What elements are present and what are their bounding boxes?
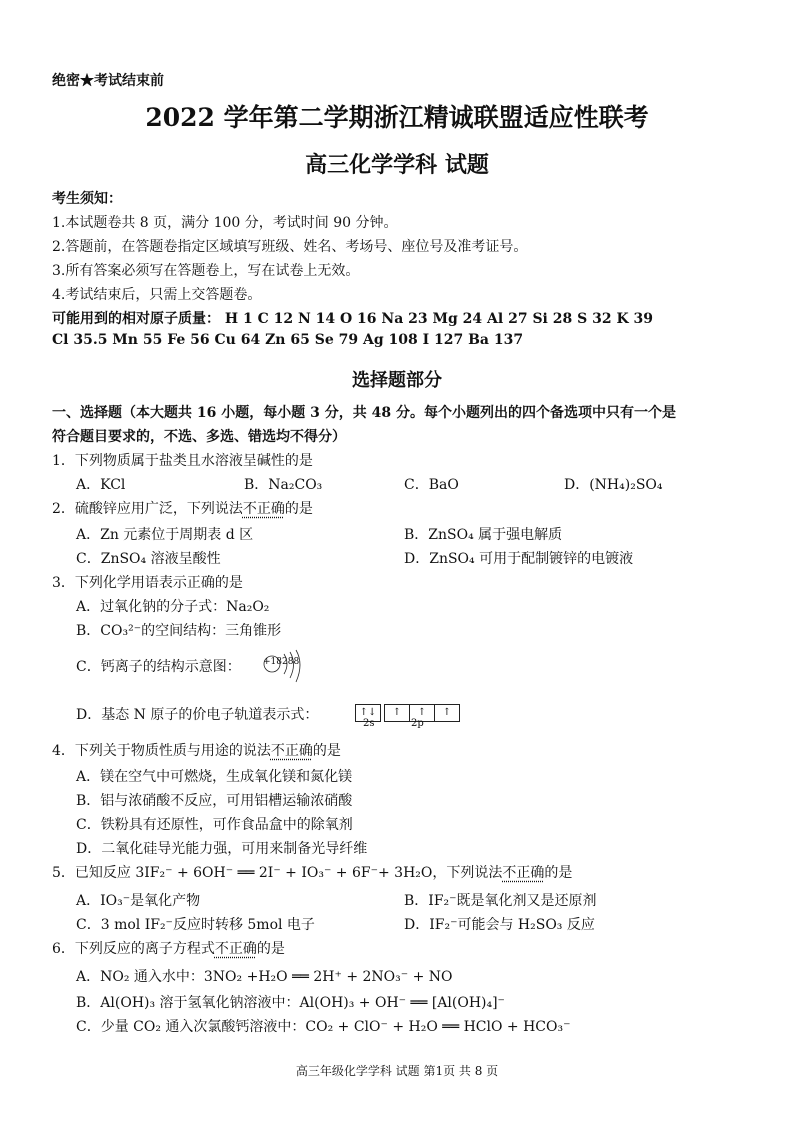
q3-option-d: D．基态 N 原子的价电子轨道表示式： bbox=[76, 707, 319, 723]
calcium-ion-diagram bbox=[262, 648, 312, 692]
q5-stem-emphasis: 不正确 bbox=[502, 865, 545, 881]
q1-option-a: A．KCl bbox=[76, 477, 126, 493]
q6-stem-post: 的是 bbox=[256, 941, 285, 957]
notice-item: 1.本试题卷共 8 页，满分 100 分，考试时间 90 分钟。 bbox=[52, 215, 398, 231]
q4-option-d: D．二氧化硅导光能力强，可用来制备光导纤维 bbox=[76, 841, 368, 857]
orbital-box: ↑ bbox=[409, 704, 435, 722]
q5-option-a: A．IO₃⁻是氧化产物 bbox=[76, 893, 201, 909]
q3-option-b: B．CO₃²⁻的空间结构：三角锥形 bbox=[76, 623, 282, 639]
q4-stem-pre: 4．下列关于物质性质与用途的说法 bbox=[52, 743, 271, 759]
atomic-mass-line-2: Cl 35.5 Mn 55 Fe 56 Cu 64 Zn 65 Se 79 Ag 108 I 127 Ba 137 bbox=[52, 332, 524, 348]
part-intro-line-1: 一、选择题（本大题共 16 小题，每小题 3 分，共 48 分。每个小题列出的四个备选项中只有一个是 bbox=[52, 405, 676, 421]
exam-title: 2022 学年第二学期浙江精诚联盟适应性联考 bbox=[145, 103, 649, 132]
notice-item: 3.所有答案必须写在答题卷上，写在试卷上无效。 bbox=[52, 263, 360, 279]
q4-option-a: A．镁在空气中可燃烧，生成氧化镁和氮化镁 bbox=[76, 769, 353, 785]
q1-stem: 1．下列物质属于盐类且水溶液呈碱性的是 bbox=[52, 453, 313, 469]
q2-stem-emphasis: 不正确 bbox=[242, 501, 285, 517]
q2-option-b: B．ZnSO₄ 属于强电解质 bbox=[404, 527, 563, 543]
section-title: 选择题部分 bbox=[352, 370, 442, 391]
page-footer: 高三年级化学学科 试题 第1页 共 8 页 bbox=[295, 1064, 499, 1078]
confidential-label: 绝密★考试结束前 bbox=[52, 73, 164, 89]
notice-item: 2.答题前，在答题卷指定区域填写班级、姓名、考场号、座位号及准考证号。 bbox=[52, 239, 528, 255]
q5-option-b: B．IF₂⁻既是氧化剂又是还原剂 bbox=[404, 893, 597, 909]
q2-stem-pre: 2．硫酸锌应用广泛，下列说法 bbox=[52, 501, 243, 517]
q1-option-c: C．BaO bbox=[404, 477, 459, 493]
notice-heading: 考生须知： bbox=[52, 191, 122, 207]
q4-stem bbox=[52, 740, 341, 760]
calcium-ion-diagram-label: +18288 bbox=[263, 657, 300, 667]
q3-option-a: A．过氧化钠的分子式：Na₂O₂ bbox=[76, 599, 270, 615]
q6-option-b: B．Al(OH)₃ 溶于氢氧化钠溶液中：Al(OH)₃ + OH⁻ ══ [Al(OH)₄]⁻ bbox=[76, 995, 505, 1011]
q1-option-d: D．(NH₄)₂SO₄ bbox=[564, 477, 663, 493]
q6-stem-pre: 6．下列反应的离子方程式 bbox=[52, 941, 215, 957]
q1-option-b: B．Na₂CO₃ bbox=[244, 477, 323, 493]
q5-stem-pre: 5．已知反应 3IF₂⁻ + 6OH⁻ ══ 2I⁻ + IO₃⁻ + 6F⁻+ 3H₂O，下列说法 bbox=[52, 865, 503, 881]
q6-stem bbox=[52, 938, 285, 958]
q5-option-d: D．IF₂⁻可能会与 H₂SO₃ 反应 bbox=[404, 917, 595, 933]
orbital-box: ↑ bbox=[434, 704, 460, 722]
q4-stem-post: 的是 bbox=[312, 743, 341, 759]
orbital-label-2p: 2p bbox=[411, 718, 424, 729]
q3-option-c: C．钙离子的结构示意图： bbox=[76, 659, 241, 675]
q5-stem-post: 的是 bbox=[544, 865, 573, 881]
orbital-diagram bbox=[355, 700, 459, 729]
q2-option-d: D．ZnSO₄ 可用于配制镀锌的电镀液 bbox=[404, 551, 634, 567]
q2-stem bbox=[52, 498, 313, 518]
q4-option-c: C．铁粉具有还原性，可作食品盒中的除氧剂 bbox=[76, 817, 353, 833]
q6-stem-emphasis: 不正确 bbox=[214, 941, 257, 957]
q2-option-a: A．Zn 元素位于周期表 d 区 bbox=[76, 527, 254, 543]
q5-stem bbox=[52, 862, 572, 882]
exam-subtitle: 高三化学学科 试题 bbox=[305, 152, 489, 178]
orbital-box: ↑ bbox=[384, 704, 410, 722]
orbital-box: ↑↓ bbox=[355, 704, 381, 722]
q6-option-a: A．NO₂ 通入水中：3NO₂ +H₂O ══ 2H⁺ + 2NO₃⁻ + NO bbox=[76, 969, 453, 985]
q2-stem-post: 的是 bbox=[284, 501, 313, 517]
atomic-mass-line-1: 可能用到的相对原子质量： H 1 C 12 N 14 O 16 Na 23 Mg 24 Al 27 Si 28 S 32 K 39 bbox=[52, 311, 653, 327]
part-intro-line-2: 符合题目要求的，不选、多选、错选均不得分） bbox=[52, 429, 346, 445]
q6-option-c: C．少量 CO₂ 通入次氯酸钙溶液中：CO₂ + ClO⁻ + H₂O ══ HClO + HCO₃⁻ bbox=[76, 1019, 571, 1035]
orbital-label-2s: 2s bbox=[363, 718, 375, 729]
q3-stem: 3．下列化学用语表示正确的是 bbox=[52, 575, 243, 591]
q2-option-c: C．ZnSO₄ 溶液呈酸性 bbox=[76, 551, 221, 567]
q4-stem-emphasis: 不正确 bbox=[270, 743, 313, 759]
notice-item: 4.考试结束后，只需上交答题卷。 bbox=[52, 287, 262, 303]
q5-option-c: C．3 mol IF₂⁻反应时转移 5mol 电子 bbox=[76, 917, 315, 933]
q4-option-b: B．铝与浓硝酸不反应，可用铝槽运输浓硝酸 bbox=[76, 793, 353, 809]
